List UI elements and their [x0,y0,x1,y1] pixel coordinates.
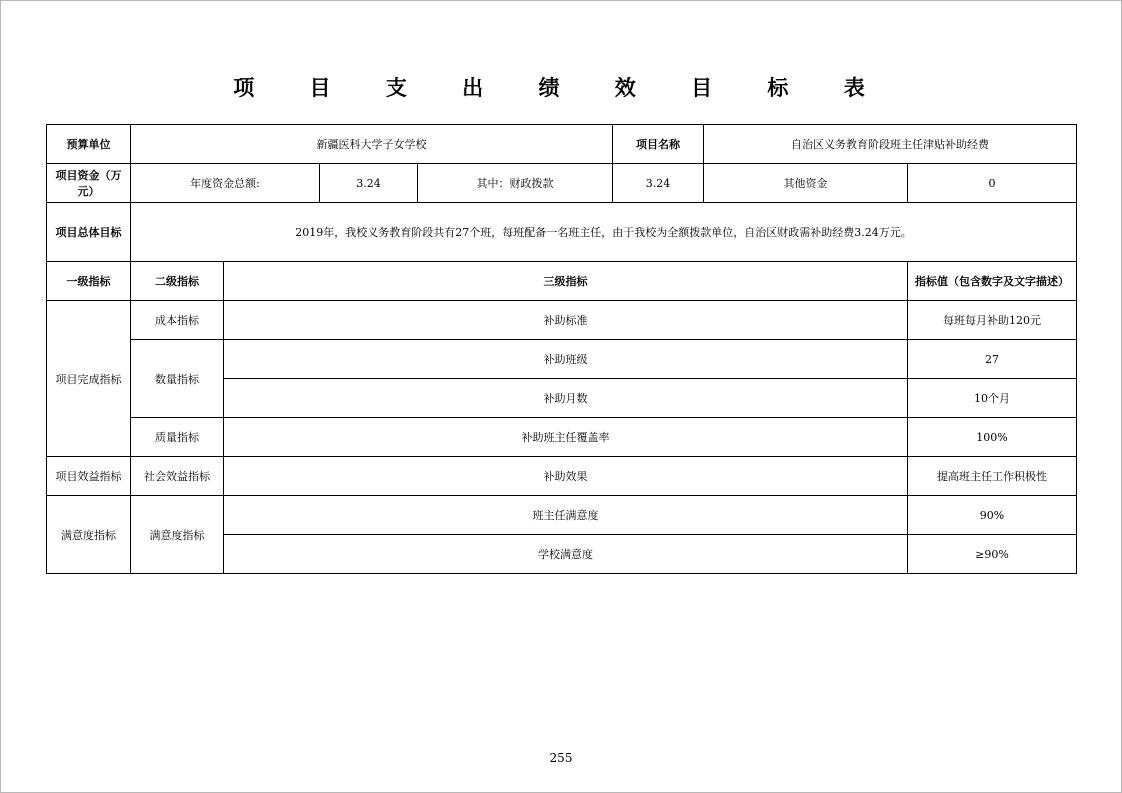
indicator-value: 27 [908,340,1077,379]
page-title: 项 目 支 出 绩 效 目 标 表 [233,76,889,100]
funds-label: 项目资金（万元） [47,164,131,203]
overall-goal-row [47,203,1077,262]
indicator-value: 提高班主任工作积极性 [908,457,1077,496]
fiscal-funds-value: 3.24 [613,164,704,203]
level2-indicator: 满意度指标 [131,496,224,574]
level3-indicator: 补助效果 [224,457,908,496]
indicator-value: 10个月 [908,379,1077,418]
level3-indicator: 学校满意度 [224,535,908,574]
level2-indicator: 数量指标 [131,340,224,418]
indicator-value: 100% [908,418,1077,457]
table-row [47,340,1077,379]
total-funds-value: 3.24 [320,164,418,203]
level1-indicator: 项目效益指标 [47,457,131,496]
total-funds-label: 年度资金总额: [131,164,320,203]
budget-unit-row [47,125,1077,164]
level2-indicator: 成本指标 [131,301,224,340]
page-number: 255 [549,751,573,765]
table-row [47,301,1077,340]
col-value-header: 指标值（包含数字及文字描述） [908,262,1077,301]
col-level3-header: 三级指标 [224,262,908,301]
indicator-value: 90% [908,496,1077,535]
other-funds-label: 其他资金 [704,164,908,203]
level3-indicator: 补助班级 [224,340,908,379]
level3-indicator: 补助标准 [224,301,908,340]
level3-indicator: 班主任满意度 [224,496,908,535]
overall-goal-text: 2019年，我校义务教育阶段共有27个班，每班配备一名班主任，由于我校为全额拨款单位，自治区财政需补助经费3.24万元。 [131,203,1077,262]
project-name-value: 自治区义务教育阶段班主任津贴补助经费 [704,125,1077,164]
overall-goal-label: 项目总体目标 [47,203,131,262]
other-funds-value: 0 [908,164,1077,203]
table-row [47,418,1077,457]
fiscal-funds-label: 其中：财政拨款 [418,164,613,203]
level1-indicator: 满意度指标 [47,496,131,574]
budget-unit-value: 新疆医科大学子女学校 [131,125,613,164]
level3-indicator: 补助班主任覆盖率 [224,418,908,457]
budget-unit-label: 预算单位 [47,125,131,164]
table-row [47,496,1077,535]
funds-row [47,164,1077,203]
project-name-label: 项目名称 [613,125,704,164]
table-row [47,457,1077,496]
level2-indicator: 质量指标 [131,418,224,457]
col-level1-header: 一级指标 [47,262,131,301]
performance-table [46,124,1077,574]
col-level2-header: 二级指标 [131,262,224,301]
indicator-header-row [47,262,1077,301]
indicator-value: ≥90% [908,535,1077,574]
indicator-value: 每班每月补助120元 [908,301,1077,340]
level2-indicator: 社会效益指标 [131,457,224,496]
level3-indicator: 补助月数 [224,379,908,418]
level1-indicator: 项目完成指标 [47,301,131,457]
